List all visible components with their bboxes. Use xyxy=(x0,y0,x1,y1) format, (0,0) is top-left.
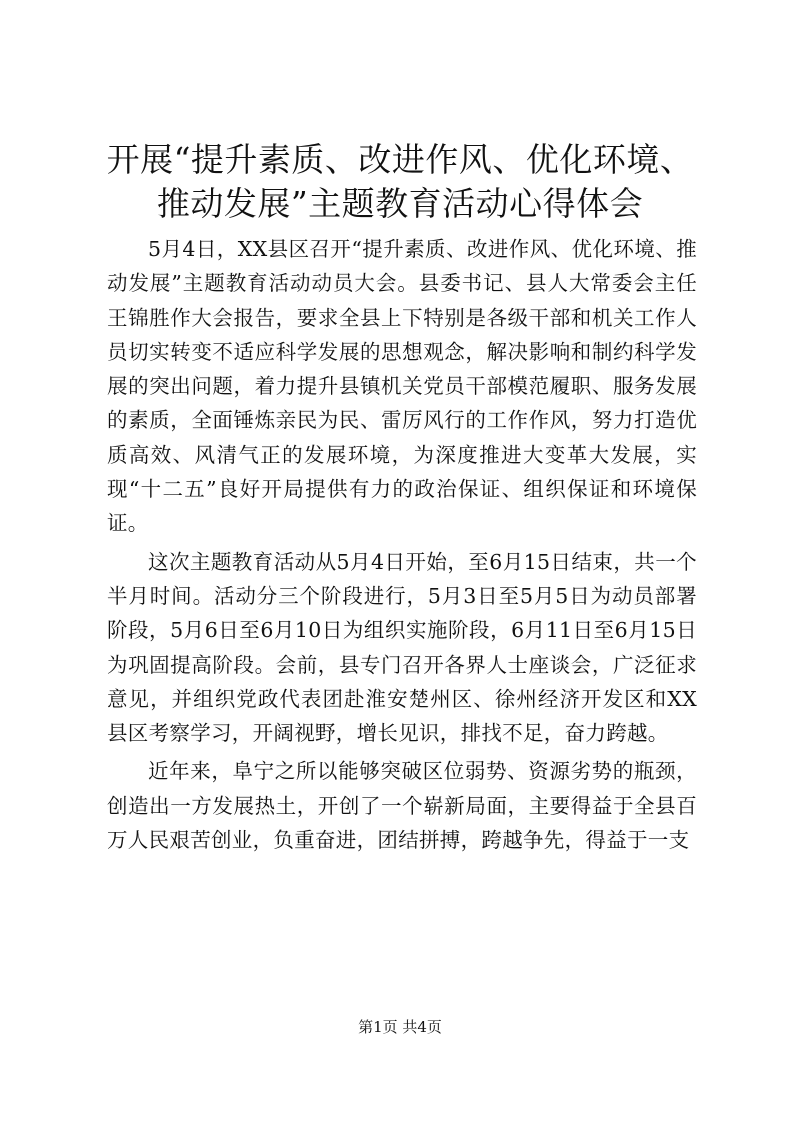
paragraph-3: 近年来，阜宁之所以能够突破区位弱势、资源劣势的瓶颈，创造出一方发展热土，开创了一个崭新局面，主要得益于全县百万人民艰苦创业，负重奋进，团结拼搏，跨越争先，得益于一支 xyxy=(107,759,697,853)
document-title: 开展“提升素质、改进作风、优化环境、推动发展”主题教育活动心得体会 xyxy=(106,140,694,223)
document-body xyxy=(107,232,697,861)
paragraph-1: 5月4日，XX县区召开“提升素质、改进作风、优化环境、推动发展”主题教育活动动员大会。县委书记、县人大常委会主任王锦胜作大会报告，要求全县上下特别是各级干部和机关工作人员切实转变不适应科学发展的思想观念，解决影响和制约科学发展的突出问题，着力提升县镇机关党员干部模范履职、服务发展的素质，全面锤炼亲民为民、雷厉风行的工作作风，努力打造优质高效、风清气正的发展环境，为深度推进大变革大发展，实现“十二五”良好开局提供有力的政治保证、组织保证和环境保证。 xyxy=(107,237,697,536)
paragraph-2: 这次主题教育活动从5月4日开始，至6月15日结束，共一个半月时间。活动分三个阶段进行，5月3日至5月5日为动员部署阶段，5月6日至6月10日为组织实施阶段，6月11日至6月15日为巩固提高阶段。会前，县专门召开各界人士座谈会，广泛征求意见，并组织党政代表团赴淮安楚州区、徐州经济开发区和XX县区考察学习，开阔视野，增长见识，排找不足，奋力跨越。 xyxy=(107,549,697,746)
page-number-footer: 第1页 共4页 xyxy=(358,1018,442,1036)
